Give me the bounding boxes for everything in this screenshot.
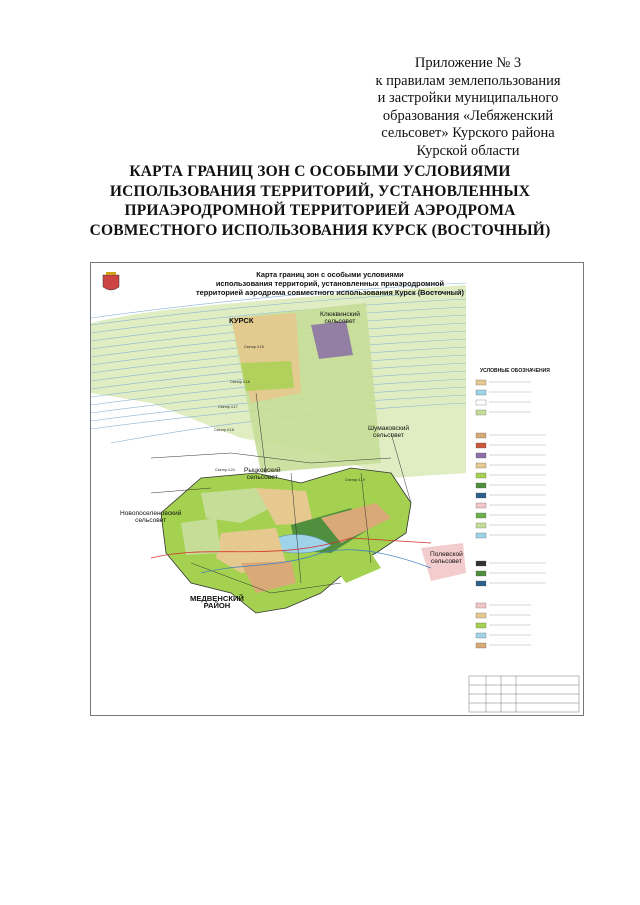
map-title-line: использования территорий, установленных приаэродромной — [215, 279, 445, 288]
sector-label: Сектор 4.24 — [215, 468, 235, 472]
appendix-line: образования «Лебяженский — [382, 107, 554, 124]
title-line: СОВМЕСТНОГО ИСПОЛЬЗОВАНИЯ КУРСК (ВОСТОЧНЫЙ) — [89, 221, 551, 239]
appendix-line: Курской области — [416, 142, 520, 159]
sector-label: Сектор 4.18 — [214, 428, 234, 432]
appendix-line: Приложение № 3 — [414, 55, 522, 71]
coat-of-arms — [103, 272, 119, 290]
map-title — [150, 270, 510, 297]
sector-label: Сектор 4.17 — [218, 405, 238, 409]
label-novoposelenovsky: Новопоселеновский сельсовет — [120, 510, 182, 524]
title-line: ПРИАЭРОДРОМНОЙ ТЕРРИТОРИЕЙ АЭРОДРОМА — [124, 202, 516, 219]
appendix-line: и застройки муниципального — [377, 90, 559, 106]
label-kursk: КУРСК — [229, 316, 254, 325]
sector-label: Сектор 4.19 — [345, 478, 365, 482]
label-klyukvinsky: Клюквинский сельсовет — [320, 311, 360, 325]
map-title-line: территорией аэродрома совместного использования Курск (Восточный) — [196, 288, 464, 297]
label-rytskovsky: Рыцковский сельсовет — [244, 467, 281, 481]
legend-title: УСЛОВНЫЕ ОБОЗНАЧЕНИЯ — [480, 368, 550, 374]
title-line: КАРТА ГРАНИЦ ЗОН С ОСОБЫМИ УСЛОВИЯМИ — [129, 163, 511, 180]
title-line: ИСПОЛЬЗОВАНИЯ ТЕРРИТОРИЙ, УСТАНОВЛЕННЫХ — [109, 182, 531, 200]
sector-label: Сектор 4.16 — [230, 380, 250, 384]
label-polevskoy: Полевской сельсовет — [430, 551, 463, 565]
label-medvensky: МЕДВЕНСКИЙ РАЙОН — [190, 594, 244, 610]
title-block-grid — [469, 676, 579, 712]
appendix-line: сельсовет» Курского района — [381, 125, 555, 141]
label-shumakovsky: Шумаковский сельсовет — [368, 425, 410, 439]
map-title-line: Карта границ зон с особыми условиями — [256, 270, 404, 279]
appendix-line: к правилам землепользования — [375, 72, 561, 89]
map-legend — [472, 368, 572, 662]
appendix-header — [353, 55, 583, 160]
document-title — [60, 162, 580, 240]
sector-label: Сектор 4.15 — [244, 345, 264, 349]
